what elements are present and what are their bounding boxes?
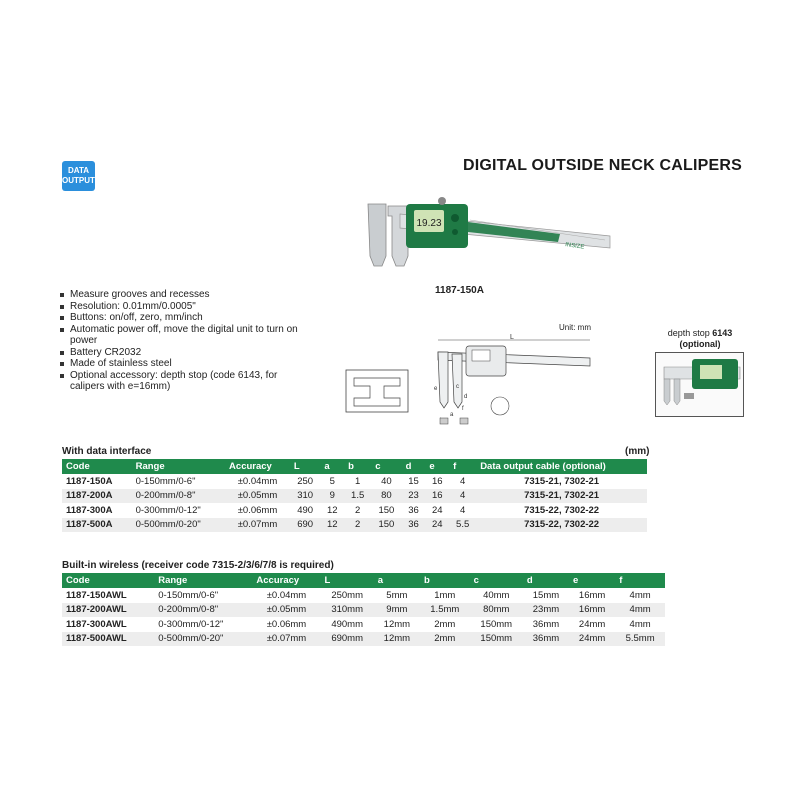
column-header: d: [402, 459, 426, 474]
table-cell: 0-300mm/0-12": [132, 503, 225, 518]
column-header: Range: [154, 573, 252, 588]
table-cell: 24: [425, 503, 449, 518]
dimension-L: L: [510, 334, 514, 341]
table-cell: 24mm: [569, 617, 615, 632]
table-cell: 7315-22, 7302-22: [476, 503, 647, 518]
depth-stop-optional: (optional): [679, 339, 721, 349]
feature-item: Made of stainless steel: [58, 358, 298, 370]
table-cell: ±0.06mm: [225, 503, 290, 518]
depth-stop-prefix: depth stop: [667, 328, 713, 338]
table-cell: 9: [320, 489, 344, 504]
table-cell: 15: [402, 474, 426, 489]
depth-stop-code: 6143: [712, 328, 733, 338]
table-cell: 12mm: [374, 632, 420, 647]
table-cell: 690mm: [321, 632, 374, 647]
table-cell: 250: [290, 474, 320, 489]
dimension-a: a: [450, 412, 454, 418]
table-cell: 5: [320, 474, 344, 489]
table-cell: 23: [402, 489, 426, 504]
table2-title: Built-in wireless (receiver code 7315-2/3/6/7/8 is required): [62, 560, 334, 571]
table-cell: ±0.05mm: [225, 489, 290, 504]
depth-stop-label: [660, 328, 740, 350]
table-cell: 490mm: [321, 617, 374, 632]
dimension-c: c: [456, 384, 459, 390]
table-cell: 36mm: [523, 632, 569, 647]
table-cell: 1187-150AWL: [62, 588, 154, 603]
feature-item: Buttons: on/off, zero, mm/inch: [58, 312, 298, 324]
table-cell: 7315-21, 7302-21: [476, 489, 647, 504]
depth-stop-image: [655, 352, 744, 417]
column-header: Code: [62, 573, 154, 588]
table-cell: 1187-300AWL: [62, 617, 154, 632]
table-cell: 24mm: [569, 632, 615, 647]
table-cell: 690: [290, 518, 320, 533]
table-cell: 1187-500AWL: [62, 632, 154, 647]
table-cell: 23mm: [523, 603, 569, 618]
table-cell: 2: [344, 503, 371, 518]
table1-unit: (mm): [625, 446, 650, 457]
table-row: [62, 617, 665, 632]
table-cell: 12mm: [374, 617, 420, 632]
table-cell: 36: [402, 518, 426, 533]
table-cell: 1187-200AWL: [62, 603, 154, 618]
table-cell: 490: [290, 503, 320, 518]
dimension-f: f: [462, 406, 464, 412]
table-cell: ±0.04mm: [225, 474, 290, 489]
table-cell: 16mm: [569, 588, 615, 603]
table-cell: 1: [344, 474, 371, 489]
column-header: a: [320, 459, 344, 474]
table-cell: 4mm: [615, 617, 665, 632]
table-cell: 1.5mm: [420, 603, 470, 618]
column-header: L: [290, 459, 320, 474]
dimension-d: d: [464, 394, 468, 400]
table-cell: 250mm: [321, 588, 374, 603]
table-cell: 16: [425, 474, 449, 489]
caliper-brand-mark: INSIZE: [564, 242, 585, 251]
table-row: [62, 588, 665, 603]
model-label: 1187-150A: [435, 285, 484, 296]
feature-item: Automatic power off, move the digital unit to turn on power: [58, 324, 298, 347]
table-cell: 7315-21, 7302-21: [476, 474, 647, 489]
column-header: c: [371, 459, 401, 474]
table-cell: 0-200mm/0-8": [132, 489, 225, 504]
table-cell: 0-300mm/0-12": [154, 617, 252, 632]
table-cell: 5mm: [374, 588, 420, 603]
dimension-e: e: [434, 386, 438, 392]
badge-line2: OUTPUT: [62, 176, 95, 185]
table-cell: ±0.04mm: [252, 588, 320, 603]
table-row: [62, 489, 647, 504]
spec-table-wireless: [62, 573, 665, 646]
table-cell: 1187-500A: [62, 518, 132, 533]
table-row: [62, 603, 665, 618]
table-cell: 150: [371, 518, 401, 533]
table-cell: 150: [371, 503, 401, 518]
table-cell: 0-500mm/0-20": [154, 632, 252, 647]
table-cell: 2: [344, 518, 371, 533]
table-cell: 4: [449, 474, 476, 489]
column-header: e: [425, 459, 449, 474]
depth-stop-illustration: [656, 353, 743, 416]
table-cell: 9mm: [374, 603, 420, 618]
table-cell: 2mm: [420, 632, 470, 647]
caliper-lcd-reading: 19.23: [416, 218, 442, 229]
table-cell: 1187-300A: [62, 503, 132, 518]
table-row: [62, 632, 665, 647]
data-output-badge: [62, 161, 95, 191]
table-cell: 80: [371, 489, 401, 504]
table-cell: 12: [320, 503, 344, 518]
table1-title: With data interface: [62, 446, 152, 457]
table-cell: 1187-200A: [62, 489, 132, 504]
table-header-row: [62, 573, 665, 588]
table-cell: ±0.06mm: [252, 617, 320, 632]
table-cell: 310mm: [321, 603, 374, 618]
feature-item: Measure grooves and recesses: [58, 289, 298, 301]
table-cell: 5.5mm: [615, 632, 665, 647]
table-row: [62, 474, 647, 489]
table-cell: 40mm: [470, 588, 523, 603]
column-header: e: [569, 573, 615, 588]
column-header: b: [420, 573, 470, 588]
table-cell: 1187-150A: [62, 474, 132, 489]
table-cell: 0-150mm/0-6": [132, 474, 225, 489]
feature-item: Optional accessory: depth stop (code 6143, for calipers with e=16mm): [58, 370, 298, 393]
caliper-product-image: [360, 196, 620, 274]
column-header: f: [615, 573, 665, 588]
table-cell: 36mm: [523, 617, 569, 632]
column-header: Data output cable (optional): [476, 459, 647, 474]
table-cell: ±0.07mm: [252, 632, 320, 647]
table-cell: ±0.05mm: [252, 603, 320, 618]
table-cell: 12: [320, 518, 344, 533]
table-cell: 0-150mm/0-6": [154, 588, 252, 603]
table-cell: 80mm: [470, 603, 523, 618]
badge-line1: DATA: [67, 166, 90, 175]
table-cell: 16mm: [569, 603, 615, 618]
table-cell: 150mm: [470, 617, 523, 632]
column-header: Accuracy: [252, 573, 320, 588]
column-header: f: [449, 459, 476, 474]
table-cell: 310: [290, 489, 320, 504]
column-header: L: [321, 573, 374, 588]
feature-item: Battery CR2032: [58, 347, 298, 359]
feature-item: Resolution: 0.01mm/0.0005": [58, 301, 298, 313]
table-cell: 4: [449, 489, 476, 504]
unit-label: Unit: mm: [559, 323, 591, 332]
column-header: Code: [62, 459, 132, 474]
table-cell: 0-500mm/0-20": [132, 518, 225, 533]
table-cell: 0-200mm/0-8": [154, 603, 252, 618]
table-cell: 4mm: [615, 603, 665, 618]
table-cell: 24: [425, 518, 449, 533]
table-cell: 4mm: [615, 588, 665, 603]
dimension-drawing: [340, 330, 610, 430]
table-cell: 1.5: [344, 489, 371, 504]
table-cell: 4: [449, 503, 476, 518]
table-cell: 36: [402, 503, 426, 518]
table-cell: 2mm: [420, 617, 470, 632]
table-cell: ±0.07mm: [225, 518, 290, 533]
table-cell: 15mm: [523, 588, 569, 603]
table-cell: 7315-22, 7302-22: [476, 518, 647, 533]
table-row: [62, 518, 647, 533]
column-header: Accuracy: [225, 459, 290, 474]
feature-list: [58, 289, 298, 393]
table-cell: 1mm: [420, 588, 470, 603]
column-header: a: [374, 573, 420, 588]
spec-table-data-interface: [62, 459, 647, 532]
column-header: b: [344, 459, 371, 474]
table-cell: 150mm: [470, 632, 523, 647]
table-header-row: [62, 459, 647, 474]
table-cell: 5.5: [449, 518, 476, 533]
table-cell: 40: [371, 474, 401, 489]
page-title: DIGITAL OUTSIDE NECK CALIPERS: [462, 157, 742, 174]
column-header: Range: [132, 459, 225, 474]
column-header: c: [470, 573, 523, 588]
table-cell: 16: [425, 489, 449, 504]
column-header: d: [523, 573, 569, 588]
table-row: [62, 503, 647, 518]
